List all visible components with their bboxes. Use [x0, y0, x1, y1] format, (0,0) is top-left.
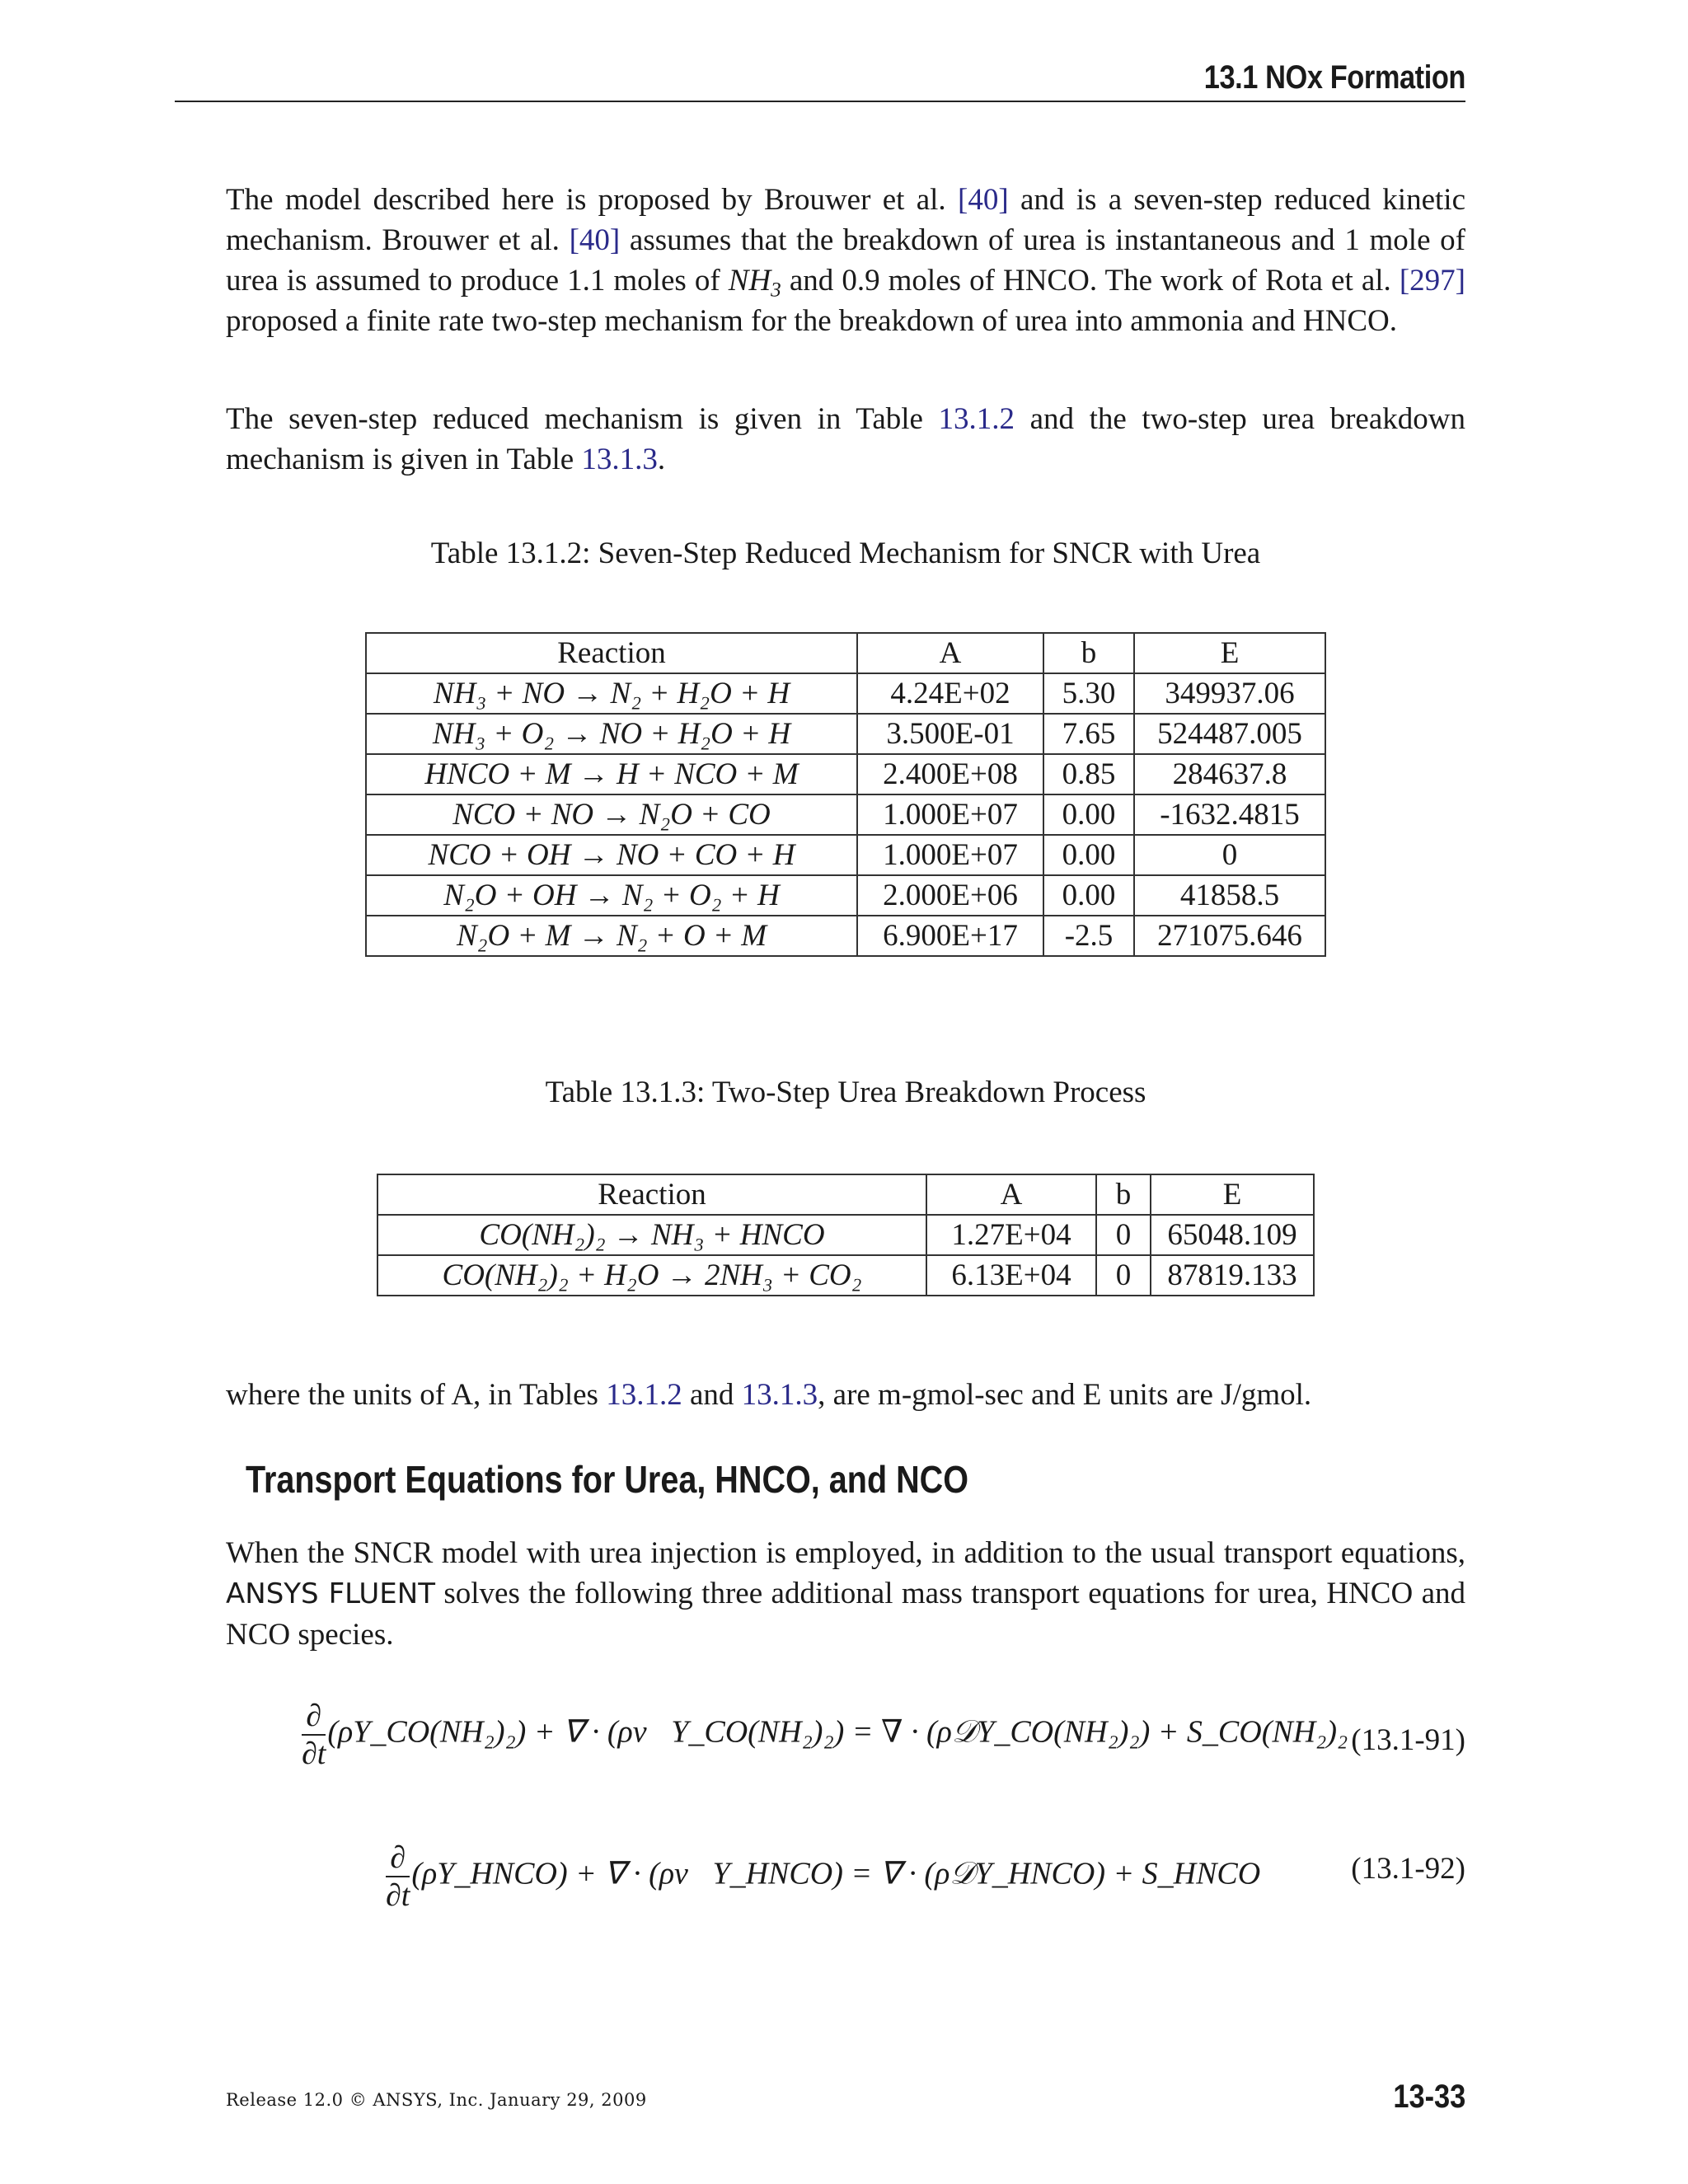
text-span: and 0.9 moles of HNCO. The work of Rota et al.	[781, 264, 1400, 298]
column-header: E	[1151, 1174, 1314, 1215]
table-caption: Table 13.1.2: Seven-Step Reduced Mechanism for SNCR with Urea	[430, 537, 1261, 570]
table-row	[366, 794, 1325, 835]
e-cell: 41858.5	[1134, 875, 1325, 916]
a-cell: 1.000E+07	[857, 794, 1043, 835]
table-caption: Table 13.1.3: Two-Step Urea Breakdown Process	[545, 1076, 1146, 1109]
paragraph-intro	[226, 180, 1465, 341]
paragraph-units	[226, 1375, 1465, 1415]
b-cell: 0.00	[1043, 794, 1134, 835]
fraction-denominator: ∂t	[386, 1878, 410, 1913]
footer-release: Release 12.0 © ANSYS, Inc. January 29, 2009	[226, 2090, 647, 2110]
e-cell: 349937.06	[1134, 673, 1325, 714]
e-cell: 65048.109	[1151, 1215, 1314, 1255]
column-header: A	[857, 633, 1043, 673]
a-cell: 4.24E+02	[857, 673, 1043, 714]
reaction-cell: N₂O + M → N₂ + O + M	[366, 916, 857, 956]
text-span: where the units of A, in Tables	[226, 1378, 607, 1412]
e-cell: -1632.4815	[1134, 794, 1325, 835]
nh3-formula	[728, 264, 781, 302]
b-cell: 0	[1096, 1215, 1151, 1255]
partial-derivative	[302, 1698, 326, 1772]
a-cell: 1.27E+04	[926, 1215, 1096, 1255]
fraction-numerator: ∂	[386, 1840, 410, 1877]
text-span: assumes that the breakdown of urea is instantaneous and 1 mole of urea is assumed to produce 1.1 moles of	[226, 223, 1466, 298]
table-header-row	[377, 1174, 1314, 1215]
a-cell: 3.500E-01	[857, 714, 1043, 754]
formula-subscript: 3	[771, 279, 781, 302]
table-link-13-1-3[interactable]: 13.1.3	[741, 1378, 818, 1412]
a-cell: 6.13E+04	[926, 1255, 1096, 1296]
b-cell: 0.00	[1043, 875, 1134, 916]
text-span: .	[657, 443, 666, 476]
reaction-cell: CO(NH₂)₂ + H₂O → 2NH₃ + CO₂	[377, 1255, 926, 1296]
e-cell: 87819.133	[1151, 1255, 1314, 1296]
reaction-cell: NH₃ + O₂ → NO + H₂O + H	[366, 714, 857, 754]
e-cell: 271075.646	[1134, 916, 1325, 956]
reaction-cell: NCO + OH → NO + CO + H	[366, 835, 857, 875]
reaction-cell: CO(NH₂)₂ → NH₃ + HNCO	[377, 1215, 926, 1255]
e-cell: 524487.005	[1134, 714, 1325, 754]
citation-link-40[interactable]: [40]	[569, 223, 621, 257]
b-cell: 7.65	[1043, 714, 1134, 754]
b-cell: 0.85	[1043, 754, 1134, 794]
b-cell: -2.5	[1043, 916, 1134, 956]
equation-13-1-91	[302, 1698, 1348, 1772]
a-cell: 2.000E+06	[857, 875, 1043, 916]
text-span: solves the following three additional mass transport equations for urea, HNCO and NCO species.	[226, 1577, 1465, 1652]
reaction-cell: N₂O + OH → N₂ + O₂ + H	[366, 875, 857, 916]
page-number: 13-33	[1393, 2079, 1465, 2115]
reaction-cell: NH₃ + NO → N₂ + H₂O + H	[366, 673, 857, 714]
fraction-numerator: ∂	[302, 1698, 326, 1736]
equation-number: (13.1-92)	[1351, 1852, 1465, 1886]
table-link-13-1-3[interactable]: 13.1.3	[581, 443, 658, 476]
b-cell: 5.30	[1043, 673, 1134, 714]
equation-body: (ρY_CO(NH₂)₂) + ∇ · (ρv⃗Y_CO(NH₂)₂) = ∇ · (ρ𝒟Y_CO(NH₂)₂) + S_CO(NH₂)₂	[327, 1714, 1348, 1750]
table-row	[366, 714, 1325, 754]
b-cell: 0	[1096, 1255, 1151, 1296]
column-header: b	[1043, 633, 1134, 673]
e-cell: 284637.8	[1134, 754, 1325, 794]
formula-base: NH	[728, 264, 771, 298]
a-cell: 2.400E+08	[857, 754, 1043, 794]
e-cell: 0	[1134, 835, 1325, 875]
fraction-denominator: ∂t	[302, 1736, 326, 1771]
text-span: The seven-step reduced mechanism is given in Table	[226, 402, 939, 436]
reaction-cell: NCO + NO → N₂O + CO	[366, 794, 857, 835]
table-row	[366, 916, 1325, 956]
column-header: b	[1096, 1174, 1151, 1215]
equation-body: (ρY_HNCO) + ∇ · (ρv⃗Y_HNCO) = ∇ · (ρ𝒟Y_HNCO) + S_HNCO	[411, 1856, 1261, 1891]
table-row	[377, 1255, 1314, 1296]
table-header-row	[366, 633, 1325, 673]
text-span: and the two-step urea breakdown mechanism is given in Table	[226, 402, 1465, 476]
column-header: Reaction	[366, 633, 857, 673]
table-link-13-1-2[interactable]: 13.1.2	[606, 1378, 682, 1412]
equation-13-1-92	[386, 1840, 1260, 1914]
seven-step-mechanism-table	[365, 632, 1326, 957]
reaction-cell: HNCO + M → H + NCO + M	[366, 754, 857, 794]
partial-derivative	[386, 1840, 410, 1914]
table-row	[366, 673, 1325, 714]
equation-number: (13.1-91)	[1351, 1723, 1465, 1757]
table-link-13-1-2[interactable]: 13.1.2	[938, 402, 1015, 436]
text-span: and	[682, 1378, 742, 1412]
urea-breakdown-table	[377, 1174, 1315, 1296]
header-rule	[175, 101, 1465, 102]
table-row	[366, 875, 1325, 916]
citation-link-40[interactable]: [40]	[958, 183, 1009, 217]
table-row	[377, 1215, 1314, 1255]
section-heading: Transport Equations for Urea, HNCO, and NCO	[246, 1458, 969, 1501]
text-span: When the SNCR model with urea injection is employed, in addition to the usual transport equations,	[226, 1536, 1465, 1570]
running-header: 13.1 NOx Formation	[1203, 59, 1465, 96]
column-header: Reaction	[377, 1174, 926, 1215]
paragraph-transport	[226, 1533, 1465, 1655]
b-cell: 0.00	[1043, 835, 1134, 875]
citation-link-297[interactable]: [297]	[1399, 264, 1466, 298]
table-row	[366, 835, 1325, 875]
product-name: ANSYS FLUENT	[226, 1577, 435, 1610]
column-header: A	[926, 1174, 1096, 1215]
text-span: and is a seven-step reduced kinetic mechanism. Brouwer et al.	[226, 183, 1465, 257]
paragraph-table-references	[226, 399, 1465, 480]
text-span: proposed a finite rate two-step mechanism for the breakdown of urea into ammonia and HNCO.	[226, 304, 1397, 338]
text-span: The model described here is proposed by Brouwer et al.	[226, 183, 958, 217]
a-cell: 6.900E+17	[857, 916, 1043, 956]
text-span: , are m-gmol-sec and E units are J/gmol.	[818, 1378, 1312, 1412]
a-cell: 1.000E+07	[857, 835, 1043, 875]
column-header: E	[1134, 633, 1325, 673]
table-row	[366, 754, 1325, 794]
